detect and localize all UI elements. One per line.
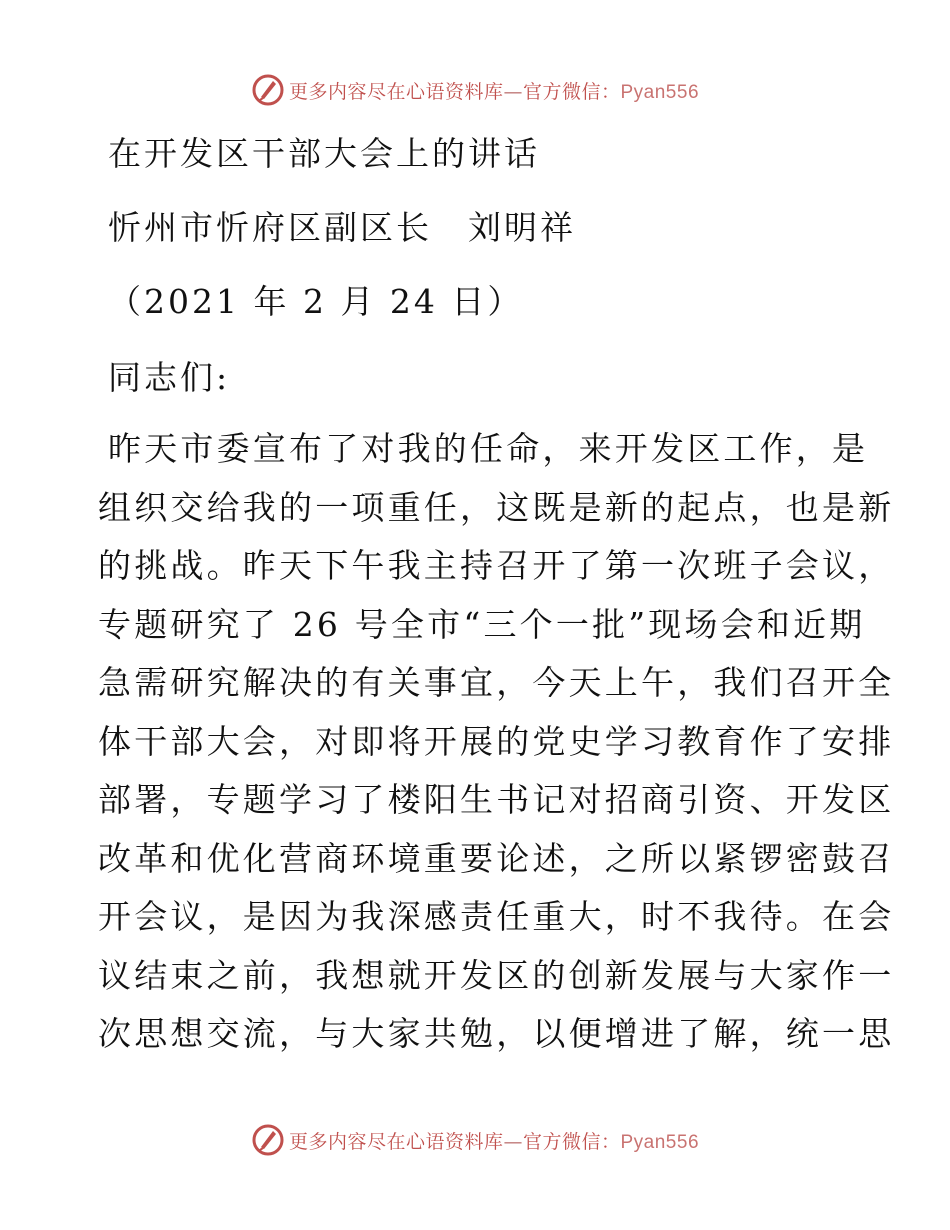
watermark-id: Pyan556 xyxy=(620,1131,700,1153)
watermark-site: 更多内容尽在心语资料库 xyxy=(288,1130,504,1153)
quill-logo-icon xyxy=(251,1123,285,1157)
body-paragraph xyxy=(98,420,895,1064)
body-line: 次思想交流，与大家共勉，以便增进了解，统一思 xyxy=(98,1014,895,1053)
watermark-id: Pyan556 xyxy=(620,81,700,103)
body-line: 的挑战。昨天下午我主持召开了第一次班子会议， xyxy=(98,546,895,585)
body-line: 改革和优化营商环境重要论述，之所以紧锣密鼓召 xyxy=(98,838,895,878)
body-line: 昨天市委宣布了对我的任命，来开发区工作，是 xyxy=(108,429,869,468)
watermark-dash: — xyxy=(503,80,523,103)
watermark-text xyxy=(289,1127,699,1154)
watermark-dash: — xyxy=(503,1130,523,1153)
body-line: 专题研究了 26 号全市“三个一批”现场会和近期 xyxy=(98,604,866,644)
body-line: 部署，专题学习了楼阳生书记对招商引资、开发区 xyxy=(98,780,895,819)
body-line: 急需研究解决的有关事宜，今天上午，我们召开全 xyxy=(98,663,895,702)
watermark-text xyxy=(289,77,699,104)
document-author: 忻州市忻府区副区长 刘明祥 xyxy=(108,208,576,247)
body-line: 体干部大会，对即将开展的党史学习教育作了安排 xyxy=(98,721,895,761)
watermark-contact: 官方微信： xyxy=(522,1130,621,1153)
body-line: 组织交给我的一项重任，这既是新的起点，也是新 xyxy=(98,487,895,527)
watermark-site: 更多内容尽在心语资料库 xyxy=(288,80,504,103)
watermark-contact: 官方微信： xyxy=(522,80,621,103)
document-title: 在开发区干部大会上的讲话 xyxy=(108,134,540,173)
body-line: 议结束之前，我想就开发区的创新发展与大家作一 xyxy=(98,955,895,995)
body-line: 开会议，是因为我深感责任重大，时不我待。在会 xyxy=(98,897,895,936)
document-greeting: 同志们: xyxy=(108,358,231,397)
quill-logo-icon xyxy=(251,73,285,107)
footer-watermark xyxy=(0,1120,950,1160)
document-date: （2021 年 2 月 24 日） xyxy=(108,282,524,321)
header-watermark xyxy=(0,70,950,110)
